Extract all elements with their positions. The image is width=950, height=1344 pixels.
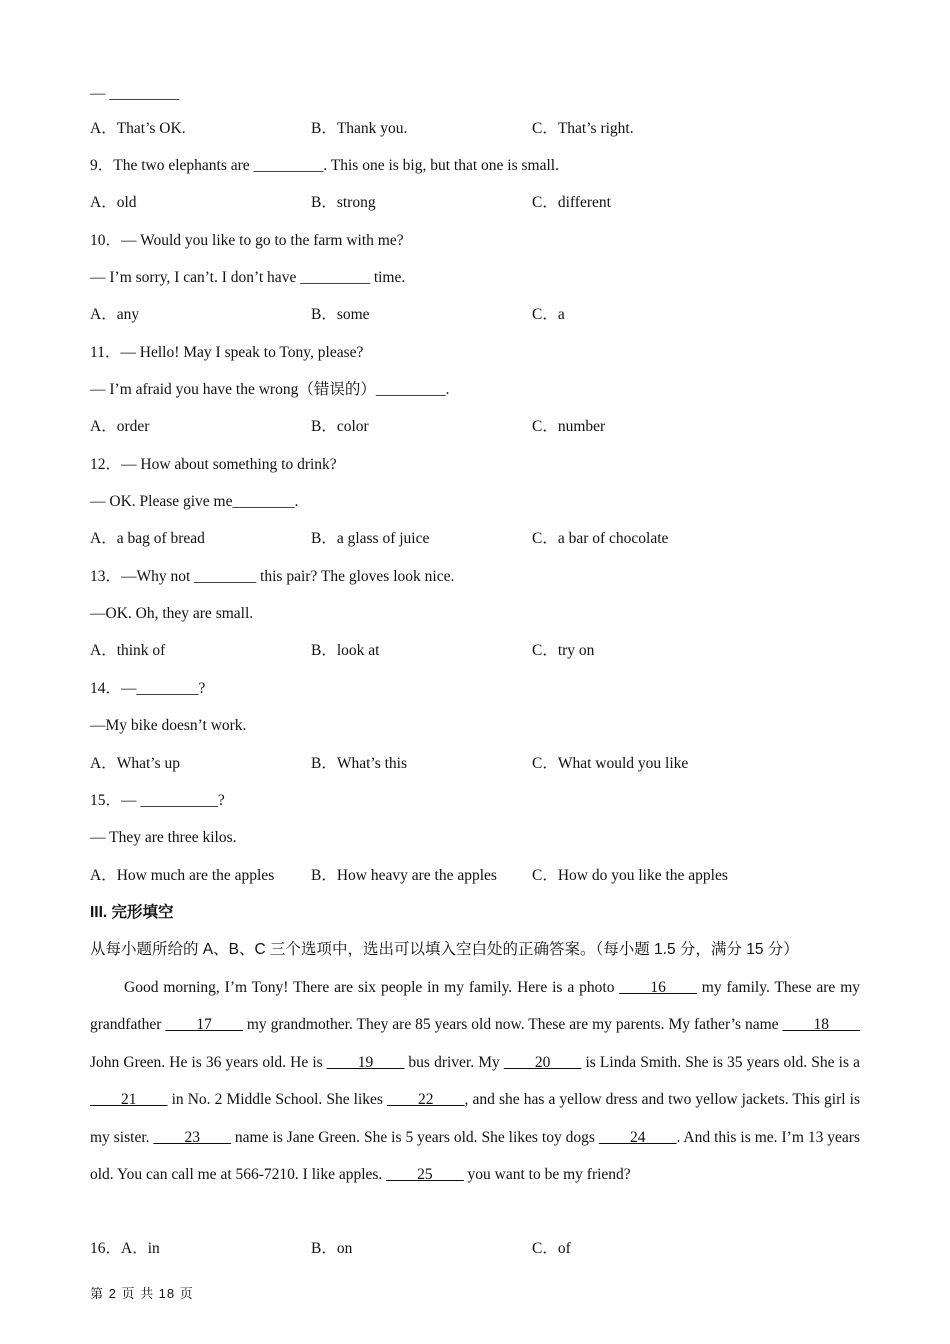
q10-option-a: A．any	[90, 306, 140, 323]
passage-text: John Green. He is 36 years old. He is	[90, 1053, 327, 1071]
q10-options	[90, 305, 850, 325]
cloze-passage	[90, 969, 860, 1193]
q10-option-c: C．a	[532, 306, 565, 323]
page-number-footer: 第 2 页 共 18 页	[90, 1286, 194, 1301]
q15-reply: — They are three kilos.	[90, 829, 237, 846]
q8-option-c: C．That’s right.	[532, 120, 634, 137]
passage-text: , and she has a yellow dress and two yellow jackets. This girl is my sister.	[90, 1091, 860, 1146]
q9-stem: 9．The two elephants are _________. This one is big, but that one is small.	[90, 157, 559, 174]
q12-option-c: C．a bar of chocolate	[532, 530, 669, 547]
passage-text: my grandmother. They are 85 years old now. These are my parents. My father’s name	[242, 1016, 783, 1034]
blank-17: ____17____	[165, 1016, 243, 1034]
q11-option-b: B．color	[311, 418, 369, 435]
q10-option-b: B．some	[311, 306, 370, 323]
q16-options	[90, 1239, 850, 1259]
passage-text: . And this is me. I’m 13 years old. You can call me at 566-7210. I like apples.	[90, 1128, 860, 1184]
q8-options	[90, 119, 850, 139]
q14-option-a: A．What’s up	[90, 755, 180, 772]
q10-reply: — I’m sorry, I can’t. I don’t have _________ time.	[90, 269, 406, 286]
q9-option-b: B．strong	[311, 194, 376, 211]
q9-option-c: C．different	[532, 194, 611, 211]
q14-options	[90, 754, 850, 774]
q8-answer-line: — _________	[90, 85, 180, 102]
q15-options	[90, 866, 850, 886]
q14-reply: —My bike doesn’t work.	[90, 717, 247, 734]
q12-options	[90, 529, 850, 549]
passage-text: is Linda Smith. She is 35 years old. She is a	[581, 1053, 860, 1071]
q12-reply: — OK. Please give me________.	[90, 493, 299, 510]
q13-stem: 13．—Why not ________ this pair? The gloves look nice.	[90, 568, 455, 585]
q10-stem: 10．— Would you like to go to the farm with me?	[90, 232, 404, 249]
q11-option-a: A．order	[90, 418, 150, 435]
q13-options	[90, 641, 850, 661]
q16-option-c: C．of	[532, 1240, 571, 1257]
q13-reply: —OK. Oh, they are small.	[90, 605, 254, 622]
q8-option-b: B．Thank you.	[311, 120, 408, 137]
q11-stem: 11．— Hello! May I speak to Tony, please?	[90, 344, 364, 361]
q14-option-c: C．What would you like	[532, 755, 689, 772]
q11-options	[90, 417, 850, 437]
q13-option-a: A．think of	[90, 642, 166, 659]
section-heading: III. 完形填空	[90, 904, 174, 921]
q15-option-b: B．How heavy are the apples	[311, 867, 497, 884]
blank-25: ____25____	[386, 1166, 464, 1184]
passage-text: bus driver. My	[404, 1053, 504, 1071]
q13-option-b: B．look at	[311, 642, 380, 659]
blank-19: ____19____	[326, 1053, 405, 1071]
q13-option-c: C．try on	[532, 642, 595, 659]
blank-24: ____24____	[598, 1128, 677, 1146]
q8-option-a: A．That’s OK.	[90, 120, 186, 137]
blank-22: ____22____	[387, 1091, 465, 1109]
q12-option-a: A．a bag of bread	[90, 530, 205, 547]
passage-text: Good morning, I’m Tony! There are six people in my family. Here is a photo	[124, 979, 620, 996]
passage-text: name is Jane Green. She is 5 years old. She likes toy dogs	[230, 1128, 599, 1146]
passage-text: in No. 2 Middle School. She likes	[167, 1091, 388, 1109]
q14-stem: 14．—________?	[90, 680, 206, 697]
blank-16: ____16____	[619, 979, 697, 996]
q11-option-c: C．number	[532, 418, 606, 435]
blank-23: ____23____	[153, 1128, 231, 1146]
q15-option-a: A．How much are the apples	[90, 867, 275, 884]
blank-21: ____21____	[90, 1091, 168, 1109]
blank-20: ____20____	[503, 1053, 582, 1071]
q12-option-b: B．a glass of juice	[311, 530, 430, 547]
q16-option-a: 16．A．in	[90, 1240, 160, 1257]
q9-options	[90, 193, 850, 213]
q9-option-a: A．old	[90, 194, 137, 211]
q12-stem: 12．— How about something to drink?	[90, 456, 337, 473]
q14-option-b: B．What’s this	[311, 755, 408, 772]
blank-18: ____18____	[782, 1016, 860, 1034]
q11-reply: — I’m afraid you have the wrong（错误的）_________.	[90, 381, 450, 398]
q16-option-b: B．on	[311, 1240, 353, 1257]
passage-text: you want to be my friend?	[463, 1166, 631, 1184]
q15-stem: 15．— __________?	[90, 792, 225, 809]
passage-text: my family. These are my grandfather	[90, 979, 861, 1034]
section-instruction: 从每小题所给的 A、B、C 三个选项中，选出可以填入空白处的正确答案。（每小题 1.5 分，满分 15 分）	[90, 941, 799, 958]
q15-option-c: C．How do you like the apples	[532, 867, 728, 884]
